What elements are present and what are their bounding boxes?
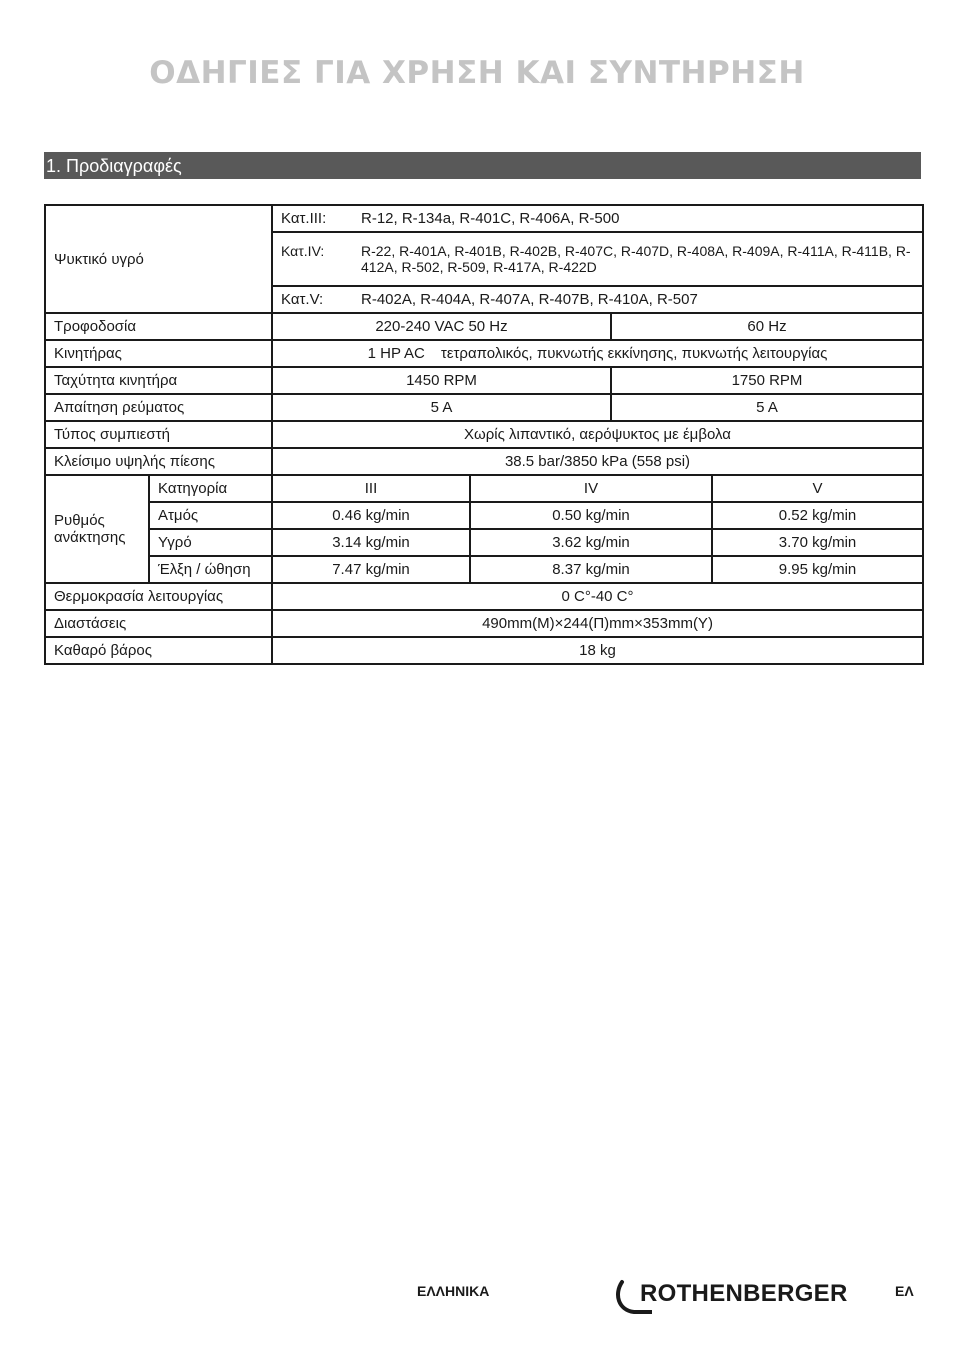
table-row [45,529,923,556]
section-heading: 1. Προδιαγραφές [44,152,921,179]
refrigerant-cat-iv [272,232,923,286]
table-row [45,610,923,637]
recovery-label: Ρυθμός ανάκτησης [45,475,149,583]
motor-speed-60hz: 1750 RPM [611,367,923,394]
recovery-header-label: Κατηγορία [149,475,272,502]
recovery-row-label: Υγρό [149,529,272,556]
power-label: Τροφοδοσία [45,313,272,340]
power-60hz: 60 Hz [611,313,923,340]
recovery-value: 0.50 kg/min [470,502,712,529]
current-50hz: 5 A [272,394,611,421]
recovery-value: 3.14 kg/min [272,529,470,556]
category-label: Κατ.V: [281,291,324,308]
table-row [45,448,923,475]
motor-speed-label: Ταχύτητα κινητήρα [45,367,272,394]
category-refrigerants: R-22, R-401A, R-401B, R-402B, R-407C, R-407D, R-408A, R-409A, R-411A, R-411B, R-412A, R-502, R-509, R-417A, R-422D [361,243,911,275]
refrigerant-cat-iii [272,205,923,232]
motor-desc: τετραπολικός, πυκνωτής εκκίνησης, πυκνωτής λειτουργίας [440,345,828,362]
table-row [45,583,923,610]
temperature-value: 0 C°-40 C° [272,583,923,610]
dimensions-label: Διαστάσεις [45,610,272,637]
table-row [45,421,923,448]
recovery-value: 0.52 kg/min [712,502,923,529]
weight-value: 18 kg [272,637,923,664]
recovery-row-label: Ατμός [149,502,272,529]
recovery-col-v: V [712,475,923,502]
power-50hz: 220-240 VAC 50 Hz [272,313,611,340]
logo-wordmark: ROTHENBERGER [640,1280,848,1307]
motor-label: Κινητήρας [45,340,272,367]
table-row [45,637,923,664]
recovery-col-iii: III [272,475,470,502]
table-row [45,475,923,502]
hp-cutoff-value: 38.5 bar/3850 kPa (558 psi) [272,448,923,475]
current-60hz: 5 A [611,394,923,421]
temperature-label: Θερμοκρασία λειτουργίας [45,583,272,610]
footer-language-code: ΕΛ [895,1283,914,1299]
motor-value [272,340,923,367]
footer-language: ΕΛΛΗΝΙΚΑ [417,1283,490,1299]
page-title: ΟΔΗΓΙΕΣ ΓΙΑ ΧΡΗΣΗ ΚΑΙ ΣΥΝΤΗΡΗΣΗ [149,55,805,91]
motor-speed-50hz: 1450 RPM [272,367,611,394]
weight-label: Καθαρό βάρος [45,637,272,664]
recovery-value: 3.70 kg/min [712,529,923,556]
refrigerant-cat-v [272,286,923,313]
category-refrigerants: R-402A, R-404A, R-407A, R-407B, R-410A, R-507 [361,291,698,308]
rothenberger-logo [612,1276,862,1316]
table-row [45,340,923,367]
motor-hp: 1 HP AC [367,345,425,362]
refrigerant-label: Ψυκτικό υγρό [45,205,272,313]
table-row [45,556,923,583]
recovery-value: 0.46 kg/min [272,502,470,529]
compressor-label: Τύπος συμπιεστή [45,421,272,448]
table-row [45,367,923,394]
table-row [45,313,923,340]
category-label: Κατ.IV: [281,243,325,259]
dimensions-value: 490mm(Μ)×244(Π)mm×353mm(Υ) [272,610,923,637]
specifications-table [44,204,924,665]
table-row [45,502,923,529]
recovery-value: 7.47 kg/min [272,556,470,583]
hp-cutoff-label: Κλείσιμο υψηλής πίεσης [45,448,272,475]
recovery-value: 8.37 kg/min [470,556,712,583]
category-label: Κατ.III: [281,210,327,227]
recovery-row-label: Έλξη / ώθηση [149,556,272,583]
current-label: Απαίτηση ρεύματος [45,394,272,421]
compressor-value: Χωρίς λιπαντικό, αερόψυκτος με έμβολα [272,421,923,448]
table-row [45,394,923,421]
category-refrigerants: R-12, R-134a, R-401C, R-406A, R-500 [361,210,620,227]
table-row [45,205,923,232]
recovery-col-iv: IV [470,475,712,502]
recovery-value: 9.95 kg/min [712,556,923,583]
recovery-value: 3.62 kg/min [470,529,712,556]
